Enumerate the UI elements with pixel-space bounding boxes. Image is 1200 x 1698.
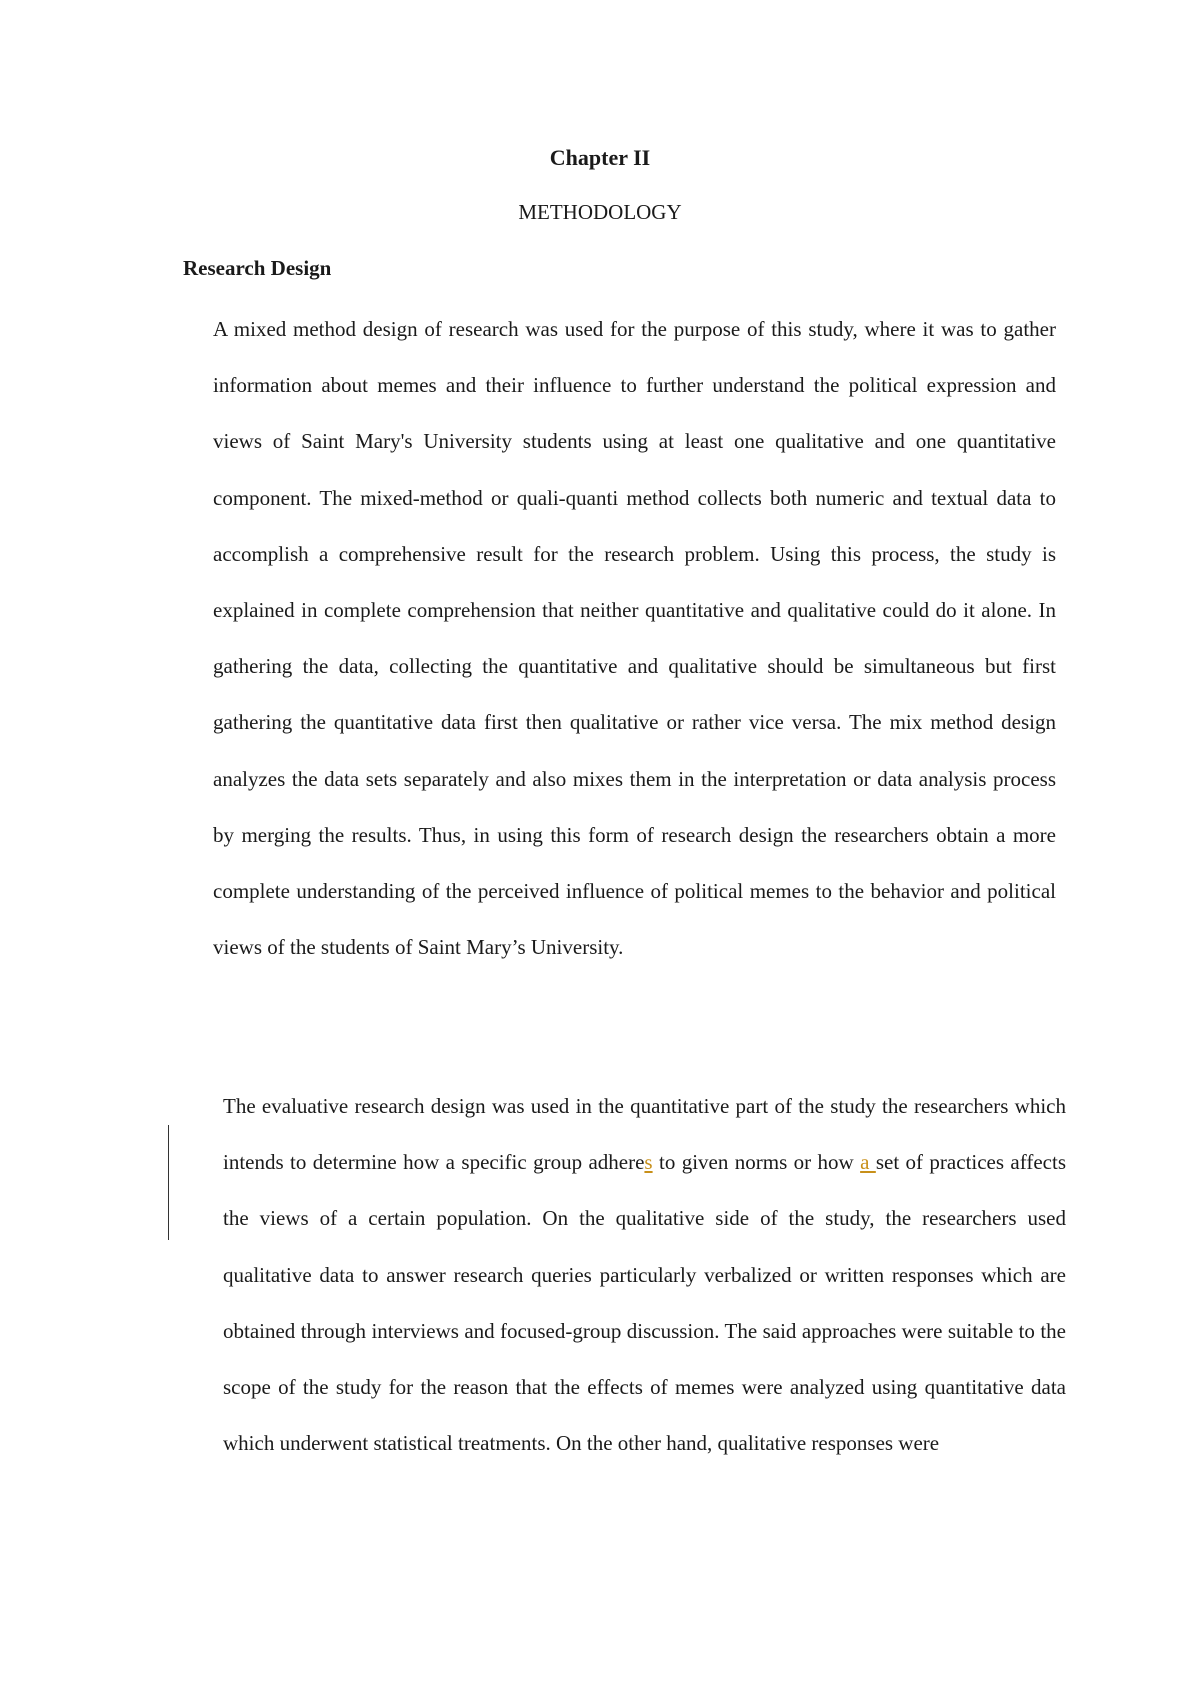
tracked-change-bar <box>168 1125 169 1240</box>
tracked-insertion-2: a <box>860 1150 876 1175</box>
paragraph-2 <box>183 1078 1066 1471</box>
paragraph-1: A mixed method design of research was used for the purpose of this study, where it was to gather information about memes and their influence to further understand the political expression and views of Saint Mary's University students using at least one qualitative and one quantitative component. The mixed-method or quali-quanti method collects both numeric and textual data to accomplish a comprehensive result for the research problem. Using this process, the study is explained in complete comprehension that neither quantitative and qualitative could do it alone. In gathering the data, collecting the quantitative and qualitative should be simultaneous but first gathering the quantitative data first then qualitative or rather vice versa. The mix method design analyzes the data sets separately and also mixes them in the interpretation or data analysis process by merging the results. Thus, in using this form of research design the researchers obtain a more complete understanding of the perceived influence of political memes to the behavior and political views of the students of Saint Mary’s University. <box>213 317 1056 960</box>
subheading-research-design: Research Design <box>183 256 332 280</box>
tracked-insertion-1: s <box>644 1150 653 1175</box>
section-title: METHODOLOGY <box>518 200 682 224</box>
paragraph-2-text-3: set of practices affects the views of a certain population. On the qualitative side of the study, the researchers used qualitative data to answer research queries particularly verbalized or written responses which are obtained through interviews and focused-group discussion. The said approaches were suitable to the scope of the study for the reason that the effects of memes were analyzed using quantitative data which underwent statistical treatments. On the other hand, qualitative responses were <box>223 1150 1067 1456</box>
chapter-title: Chapter II <box>549 145 651 170</box>
paragraph-2-text-2: to given norms or how <box>652 1150 861 1175</box>
paragraph-2-text-1: The evaluative research design was used in the quantitative part of the study the researchers which intends to determine how a specific group adhere <box>223 1094 1066 1175</box>
